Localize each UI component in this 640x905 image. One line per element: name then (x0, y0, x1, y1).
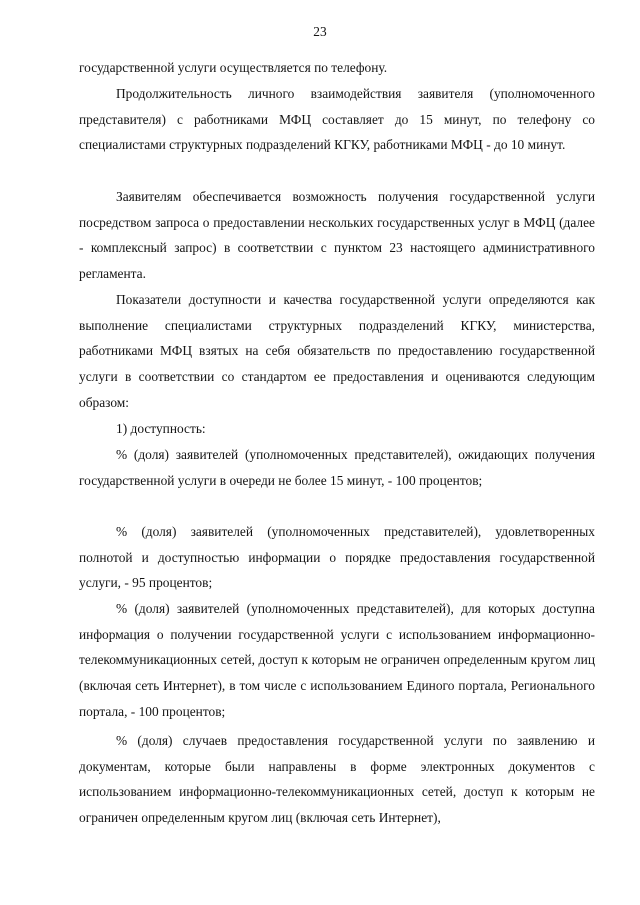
paragraph-quality-indicators: Показатели доступности и качества государственной услуги определяются как выполнение специалистами структурных подразделений КГКУ, министерства, работниками МФЦ взятых на себя обязательств по предоставлению государственной услуги в соответствии со стандартом ее предоставления и оцениваются следующим образом: (79, 292, 595, 410)
paragraph-queue-waiting: % (доля) заявителей (уполномоченных представителей), ожидающих получения государственной услуги в очереди не более 15 минут, - 100 процентов; (79, 447, 595, 488)
paragraph-complex-request: Заявителям обеспечивается возможность получения государственной услуги посредством запроса о предоставлении нескольких государственных услуг в МФЦ (далее - комплексный запрос) в соответствии с пунктом 23 настоящего административного регламента. (79, 189, 595, 282)
paragraph-information-satisfaction: % (доля) заявителей (уполномоченных представителей), удовлетворенных полнотой и доступностью информации о порядке предоставления государственной услуги, - 95 процентов; (79, 524, 595, 591)
paragraph-accessibility-heading: 1) доступность: (116, 421, 206, 436)
paragraph-electronic-documents: % (доля) случаев предоставления государственной услуги по заявлению и документам, которые были направлены в форме электронных документов с использованием информационно-телекоммуникационных сетей, доступ к которым не ограничен определенным кругом лиц (включая сеть Интернет), (79, 733, 595, 826)
page-number: 23 (313, 24, 327, 39)
paragraph-interaction-duration: Продолжительность личного взаимодействия заявителя (уполномоченного представителя) с работниками МФЦ составляет до 15 минут, по телефону со специалистами структурных подразделений КГКУ, работниками МФЦ - до 10 минут. (79, 86, 595, 153)
paragraph-internet-availability: % (доля) заявителей (уполномоченных представителей), для которых доступна информация о получении государственной услуги с использованием информационно-телекоммуникационных сетей, доступ к которым не ограничен определенным кругом лиц (включая сеть Интернет), в том числе с использованием Единого портала, Регионального портала, - 100 процентов; (79, 601, 595, 719)
paragraph-continuation: государственной услуги осуществляется по телефону. (79, 60, 388, 75)
